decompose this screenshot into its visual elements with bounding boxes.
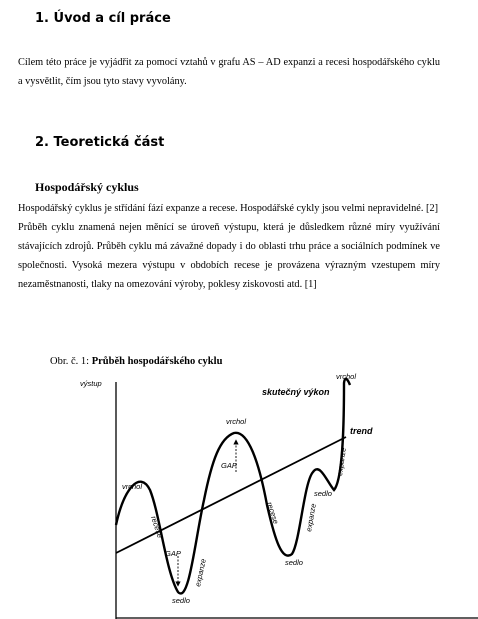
- business-cycle-subheading: Hospodářský cyklus: [35, 180, 139, 194]
- trend-label: trend: [350, 426, 373, 436]
- actual-output-label: skutečný výkon: [262, 387, 330, 397]
- peak-left-label: vrchol: [122, 482, 143, 491]
- paragraph-1: Hospodářský cyklus je střídání fází expanze a recese. Hospodářské cykly jsou velmi nepravidelné. [2]: [18, 203, 439, 214]
- trough-left-label: sedlo: [172, 596, 190, 605]
- trough-right-label: sedlo: [314, 489, 332, 498]
- gap-top-label: GAP: [221, 461, 237, 470]
- expansion-3-label: expanze: [335, 446, 348, 477]
- figure-caption-title: Průběh hospodářského cyklu: [91, 356, 223, 367]
- paragraph-2: Průběh cyklu znamená nejen měnící se úroveň výstupu, která je důsledkem různé míry využívání stávajících zdrojů. Průběh cyklu má závažné dopady i do oblasti trhu práce a sociálních podmínek ve společnosti. Vysoká mezera výstupu v obdobích recese je provázena výrazným vzestupem míry nezaměstnanosti, tlaky na omezování výroby, poklesy ziskovosti atd. [1]: [18, 222, 440, 290]
- trough-mid-label: sedlo: [285, 558, 303, 567]
- recession-2-label: recese: [265, 500, 281, 526]
- section-1-heading: 1. Úvod a cíl práce: [35, 11, 171, 26]
- gap-bottom-label: GAP: [165, 549, 181, 558]
- aim-text: Cílem této práce je vyjádřit za pomocí vztahů v grafu AS – AD expanzi a recesi hospodářského cyklu a vysvětlit, čím jsou tyto stavy vyvolány.: [18, 57, 440, 87]
- figure-caption-prefix: Obr. č. 1:: [50, 356, 92, 367]
- actual-output-curve: [116, 379, 350, 594]
- expansion-1-label: expanze: [193, 557, 208, 588]
- peak-mid-label: vrchol: [226, 417, 247, 426]
- y-axis-label: výstup: [80, 379, 102, 388]
- trend-line: [116, 437, 346, 553]
- section-2-heading: 2. Teoretická část: [35, 135, 165, 150]
- recession-1-label: recese: [149, 514, 165, 540]
- peak-right-label: vrchol: [336, 372, 357, 381]
- expansion-2-label: expanze: [304, 502, 318, 533]
